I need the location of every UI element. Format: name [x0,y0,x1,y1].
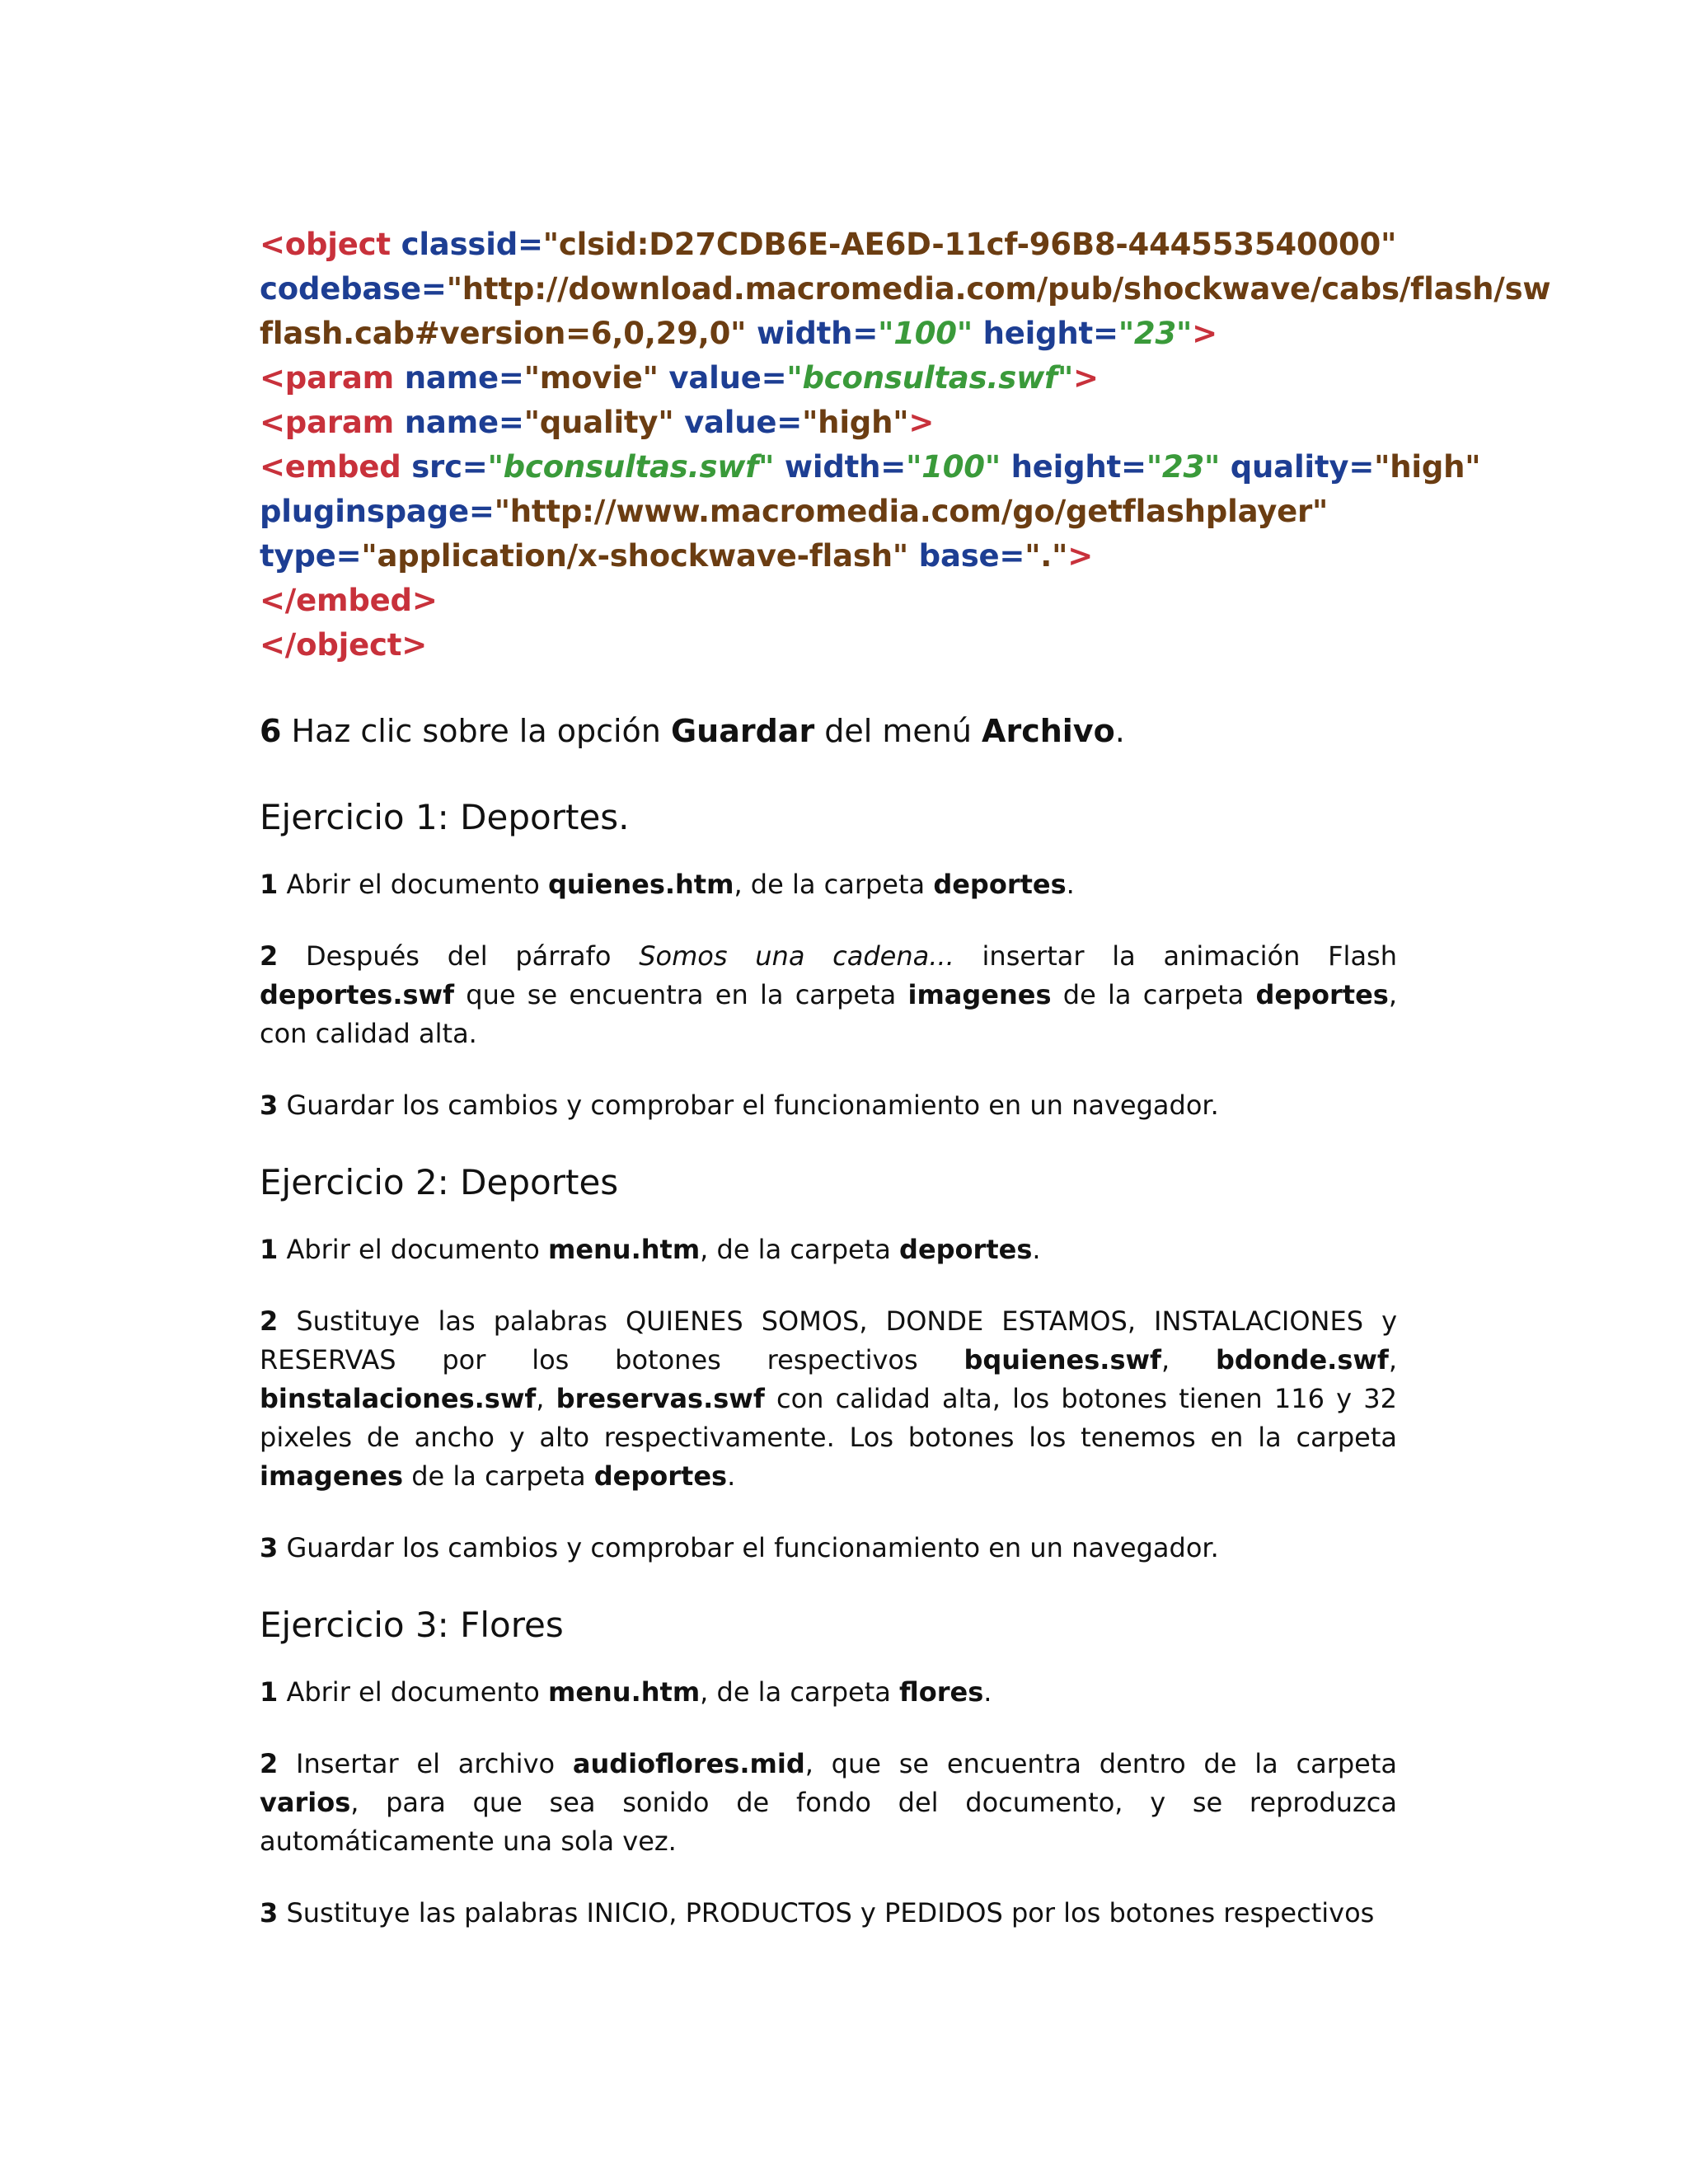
code-line [260,445,1481,490]
step-text: de la carpeta [1051,979,1256,1010]
code-value-italic: "23" [1118,316,1193,351]
step-text: Abrir el documento [278,1234,548,1265]
code-tag: </embed> [260,583,438,618]
code-value: "clsid:D27CDB6E-AE6D-11cf-96B8-444553540000" [542,227,1397,262]
exercise-3-heading: Ejercicio 3: Flores [260,1605,564,1645]
step-bold: Archivo [982,713,1115,749]
step-bold: binstalaciones.swf [260,1383,537,1414]
exercise-3-step-1 [260,1673,1397,1712]
step-text: Guardar los cambios y comprobar el funcionamiento en un navegador. [278,1090,1219,1121]
code-tag: </object> [260,627,428,663]
exercise-1-heading: Ejercicio 1: Deportes. [260,797,630,837]
step-number: 2 [260,1305,279,1337]
step-bold: menu.htm [547,1234,701,1265]
step-text: que se encuentra en la carpeta [454,979,908,1010]
step-number: 6 [260,713,282,749]
code-value-italic: "23" [1146,449,1221,485]
step-bold: varios [260,1787,351,1818]
step-bold: menu.htm [547,1676,701,1708]
step-text: , [1160,1344,1216,1376]
code-attr: name= [404,360,524,396]
step-bold: Guardar [670,713,815,749]
code-value: "http://www.macromedia.com/go/getflashplayer" [494,494,1329,529]
code-attr: type= [260,538,362,574]
code-value-italic: "100" [906,449,1001,485]
step-text: , para que sea sonido de fondo del documento, y se reproduzca automáticamente una sola vez. [260,1787,1397,1857]
step-text: del menú [814,713,982,749]
step-text: , de la carpeta [700,1676,900,1708]
code-attr: width= [774,449,907,485]
step-text: , que se encuentra dentro de la carpeta [804,1748,1398,1779]
step-text: con calidad alta, los botones tienen 116 y 32 pixeles de ancho y alto respectivamente. Los botones los tenemos en la carpeta [260,1383,1398,1453]
code-tag: > [1067,538,1094,574]
step-bold: imagenes [907,979,1052,1010]
code-line [260,534,1397,579]
step-text: , de la carpeta [700,1234,900,1265]
code-line [260,312,1397,356]
step-number: 1 [260,869,279,900]
code-value-italic: "bconsultas.swf" [487,449,775,485]
step-text: Haz clic sobre la opción [281,713,671,749]
code-tag: <param [260,360,405,396]
step-bold: quienes.htm [547,869,734,900]
code-value: "quality" [523,405,685,440]
step-number: 2 [260,940,279,972]
exercise-3-step-3 [260,1894,1397,1933]
step-bold: bdonde.swf [1215,1344,1389,1376]
code-attr: base= [918,538,1025,574]
code-attr: value= [668,360,787,396]
exercise-3-step-2 [260,1745,1397,1861]
step-text: Abrir el documento [278,869,548,900]
code-attr: pluginspage= [260,494,495,529]
code-line [260,401,1397,445]
step-text: , [536,1383,556,1414]
step-text: . [1066,869,1075,900]
exercise-2-step-2 [260,1302,1397,1496]
code-line [260,223,1397,267]
exercise-1-step-2 [260,937,1397,1053]
code-line [260,490,1397,534]
code-value-italic: "bconsultas.swf" [786,360,1074,396]
step-bold: flores [899,1676,984,1708]
code-tag: <param [260,405,405,440]
code-value: "." [1025,538,1068,574]
code-attr: quality= [1220,449,1375,485]
step-text: Después del párrafo [278,940,640,972]
step-text: , [1388,1344,1398,1376]
step-text: . [1032,1234,1041,1265]
step-text: insertar la animación Flash [954,940,1398,972]
exercise-2-heading: Ejercicio 2: Deportes [260,1162,619,1202]
step-text: , con calidad alta. [260,979,1398,1049]
code-tag: > [908,405,935,440]
code-tag: <object [260,227,401,262]
step-number: 1 [260,1676,279,1708]
code-tag: > [1192,316,1217,351]
code-attr: value= [684,405,803,440]
exercise-1-step-3 [260,1086,1397,1125]
code-tag: <embed [260,449,412,485]
step-bold: deportes.swf [260,979,455,1010]
step-text: Guardar los cambios y comprobar el funcionamiento en un navegador. [278,1532,1219,1563]
step-bold: deportes [899,1234,1033,1265]
step-text: Insertar el archivo [278,1748,573,1779]
code-value: "application/x-shockwave-flash" [361,538,919,574]
code-attr: width= [756,316,879,351]
step-text: Abrir el documento [278,1676,548,1708]
step-text: , de la carpeta [734,869,934,900]
code-value: "high" [802,405,909,440]
step-text: Sustituye las palabras INICIO, PRODUCTOS y PEDIDOS por los botones respectivos [278,1897,1375,1929]
exercise-2-step-1 [260,1230,1397,1269]
step-number: 2 [260,1748,279,1779]
step-number: 1 [260,1234,279,1265]
code-attr: height= [972,316,1118,351]
step-italic: Somos una cadena... [639,940,954,972]
step-text: . [1114,713,1125,749]
code-block [260,223,1551,668]
step-bold: deportes [1255,979,1389,1010]
code-value: "high" [1374,449,1481,485]
step-bold: deportes [933,869,1067,900]
step-bold: deportes [593,1460,728,1492]
step-bold: bquienes.swf [964,1344,1161,1376]
code-attr: src= [411,449,488,485]
code-value-italic: "100" [878,316,973,351]
step-text: de la carpeta [403,1460,594,1492]
step-text: Sustituye las palabras QUIENES SOMOS, DONDE ESTAMOS, INSTALACIONES y RESERVAS por los botones respectivos [260,1305,1397,1376]
step-bold: audioflores.mid [572,1748,805,1779]
code-attr: codebase= [260,271,447,307]
step-bold: breservas.swf [556,1383,765,1414]
exercise-1-step-1 [260,865,1397,904]
step-text: . [983,1676,992,1708]
code-attr: height= [1000,449,1146,485]
code-line [260,267,1551,312]
code-value: flash.cab#version=6,0,29,0" [260,316,757,351]
code-line [260,356,1397,401]
step-number: 3 [260,1897,279,1929]
code-attr: name= [404,405,524,440]
step-bold: imagenes [260,1460,404,1492]
exercise-2-step-3 [260,1529,1397,1568]
step-6 [260,710,1397,752]
code-line [260,623,1397,668]
code-tag: > [1073,360,1099,396]
step-text: . [727,1460,736,1492]
step-number: 3 [260,1090,279,1121]
code-attr: classid= [401,227,543,262]
step-number: 3 [260,1532,279,1563]
code-line [260,579,1397,623]
code-value: "http://download.macromedia.com/pub/shockwave/cabs/flash/sw [446,271,1551,307]
document-page [260,223,1551,1933]
code-value: "movie" [523,360,669,396]
